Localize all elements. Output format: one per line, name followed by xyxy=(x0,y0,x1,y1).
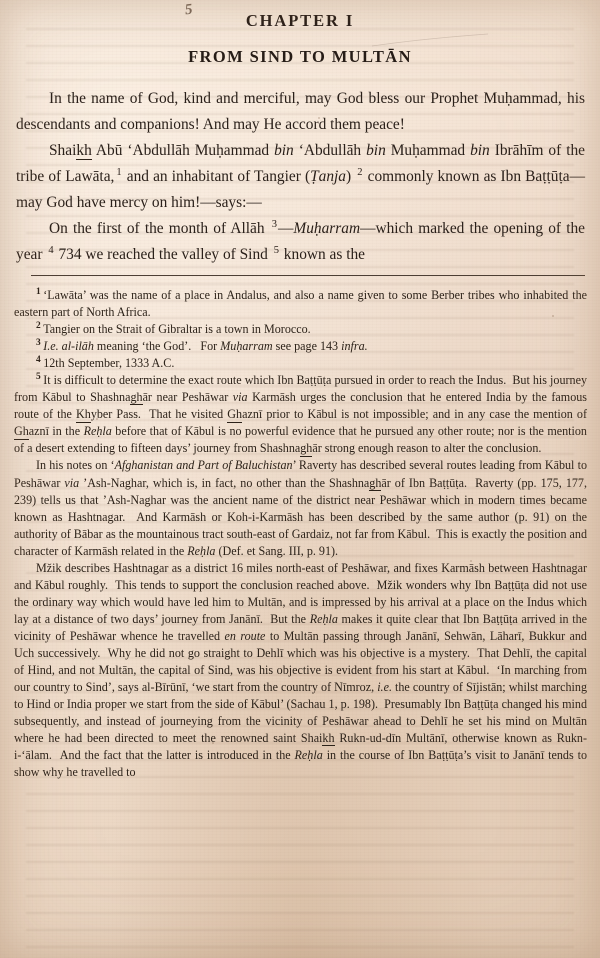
footnote-1: $^1$ ‘Lawāta’ was the name of a place in Andalus, and also a name given to some Berber tribes who inhabited the eastern part of North Africa. xyxy=(14,286,587,320)
footnote-marker-4: 4 xyxy=(36,355,41,366)
handwritten-page-mark: 5 xyxy=(183,1,194,19)
footnote-continuation-1: In his notes on ‘Afghanistan and Part of Baluchistan’ Raverty has described several routes leading from Kābul to Peshāwar via ’Ash-Naghar, which is, in fact, no other than the Shashnaghār of Ibn Baṭṭūṭa. Raverty (pp. 175, 177, 239) tells us that ’Ash-Naghar was the ancient name of the district near Peshāwar which in modern times became known as Hashtnagar. And Karmāsh or Koh-i-Karmāsh has been described by the same author (p. 91) on the authority of Bābar as the mountainous tract south-east of Gardaiz, not far from Kābul. This is exactly the position and character of Karmāsh related in the Reḥla (Def. et Sang. III, p. 91). xyxy=(14,458,588,558)
footnote-3: $^3$ I.e. al-ilāh meaning ‘the God’. For Muḥarram see page 143 infra. xyxy=(36,338,368,354)
footnotes-block xyxy=(14,287,587,781)
footnote-continuation-2: Mžik describes Hashtnagar as a district 16 miles north-east of Peshāwar, and fixes Karmāsh between Hashtnagar and Kābul roughly. This tends to support the conclusion reached above. Mžik wonders why Ibn Baṭṭūṭa did not use the ordinary way which would have led him to Multān, and is impressed by his arrival at a place on the Indus which lay at a distance of two days’ journey from Janānī. But the Reḥla makes it quite clear that Ibn Baṭṭūṭa arrived in the vicinity of Peshāwar whence he travelled en route to Multān passing through Janānī, Sehwān, Lāharī, Bukkur and Uch successively. Why he did not go straight to Dehlī which was his objective is a mystery. That Dehlī, the capital of Hind, and not Multān, the capital of Sind, was his objective is evident from his start at Kābul. ‘In marching from our country to Sind’, says al-Bīrūnī, ‘we start from the country of Nīmroz, i.e. the country of Sījistān; whilst marching to Hind or India proper we start from the side of Kābul’ (Sachau 1, p. 198). Presumably Ibn Baṭṭūṭa changed his mind subsequently, and instead of journeying from the vicinity of Peshāwar ahead to Dehlī he set his mind on Multān where he had been directed to meet the renowned saint Shaikh Rukn-ud-dīn Multānī, otherwise known as Rukn-i-‘ālam. And the fact that the latter is introduced in the Reḥla in the course of Ibn Baṭṭūṭa’s visit to Janānī tends to show why he travelled to xyxy=(14,560,587,780)
chapter-title-heading: FROM SIND TO MULTĀN xyxy=(188,47,412,66)
body-text-block xyxy=(16,86,585,268)
body-paragraph-3: On the first of the month of Allāh $^3$—Muḥarram—which marked the opening of the year $^4$ 734 we reached the valley of Sind $^5$ known as the xyxy=(16,218,585,263)
footnote-separator-rule xyxy=(31,275,585,276)
footnote-marker-5: 5 xyxy=(36,372,41,383)
footnote-marker-3: 3 xyxy=(36,338,41,349)
footnote-marker-1: 1 xyxy=(36,286,41,297)
footnote-4: $^4$ 12th September, 1333 A.C. xyxy=(36,355,175,371)
chapter-number-heading: CHAPTER I xyxy=(245,11,355,30)
footnote-marker-2: 2 xyxy=(36,321,41,332)
footnote-2: $^2$ Tangier on the Strait of Gibraltar is a town in Morocco. xyxy=(36,321,311,337)
body-paragraph-1: In the name of God, kind and merciful, may God bless our Prophet Muḥammad, his descendants and companions! And may He accord them peace! xyxy=(16,90,585,133)
body-paragraph-2: Shaikh Abū ‘Abdullāh Muḥammad bin ‘Abdullāh bin Muḥammad bin Ibrāhīm of the tribe of Lawāta, $^1$ and an inhabitant of Tangier (Ṭanja) $^2$ commonly known as Ibn Baṭṭūṭa—may God have mercy on him!—says:— xyxy=(16,142,585,211)
footnote-5: $^5$ It is difficult to determine the exact route which Ibn Baṭṭūṭa pursued in order to reach the Indus. But his journey from Kābul to Shashnaghār near Peshāwar via Karmāsh urges the conclusion that he entered India by the famous route of the Khyber Pass. That he visited Ghaznī prior to Kābul is not impossible; and in any case the mention of Ghaznī in the Reḥla before that of Kābul is no powerful evidence that he pursued any other route; nor is the mention of a desert extending to fifteen days’ journey from Shashnaghār strong enough reason to alter the conclusion. xyxy=(14,372,587,456)
